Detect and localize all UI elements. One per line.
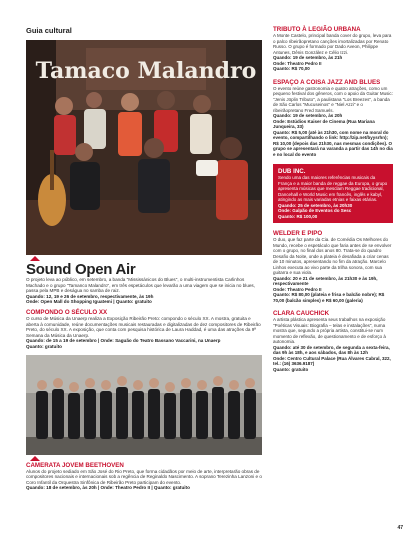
welder-when: Quando: 20 e 21 de setembro, às 21h30 e às 19h, respectivamente xyxy=(273,275,378,286)
compondo-when: Quando: de 15 a 19 de setembro | Onde: Saguão do Teatro Bassano Vaccarini, na Unaerp xyxy=(26,338,221,344)
orchestra-photo-image xyxy=(26,355,262,455)
camerata-when: Quando: 18 de setembro, às 20h | Onde: Theatro Pedro II | Quanto: gratuito xyxy=(26,485,190,491)
compondo-title: COMPONDO O SÉCULO XX xyxy=(26,308,108,316)
sound-title: Sound Open Air xyxy=(26,261,136,278)
tributo-title: TRIBUTO À LEGIÃO URBANA xyxy=(273,26,361,33)
dubinc-when: Quando: 25 de setembro, às 20h30 xyxy=(278,202,353,208)
clara-where: Onde: Centro Cultural Palace (Rua Álvares Cabral, 322, tel.: (16) 3636.9187) xyxy=(273,355,391,366)
compondo-text: O curso de Música da Unaerp realiza a Exposição Ribeirão Preto: compondo o século XX. A mostra, gratuita e aberta à comunidade, reúne documentações musicais restauradas e digitalizadas de dez compositores de Ribeirão Preto, do século XX. A exposição, que conta com pesquisa histórica de Laura Haddad, é uma das atrações da 9ª Semana da Música da Unaerp. xyxy=(26,315,261,338)
dubinc-text: Sendo uma das maiores referências musicais da França e a maior banda de reggae da Europa, o grupo apresenta músicas que mesclam Reggae tradicional, Dancehall e World Music em francês, inglês e kabyl, atingindo as mais variadas etnias e faixas etárias. xyxy=(278,175,388,202)
dubinc-price: Quanto: R$ 100,00 xyxy=(278,213,318,219)
welder-text: O duo, que faz parte da Cia. de Comédia Os Melhores do Mundo, recebe o espetáculo que faria antes de se envolver com o grupo, no final dos anos 80. Trata-se do quadro Desafio da Noite, onde a plateia é desafiada a criar cenas de 10 minutos, apresentando no fim da atração. Marcelo Linhos executa ao vivo parte da trilha sonora, com sua guitarra e sua viola. xyxy=(273,237,392,275)
tributo-text: A Monte Castelo, principal banda cover do grupo, leva para o palco ribeirãopretano canções imortalizadas por Renato Russo. O grupo é formado por Dado Aveon, Philippe Antunes, Dênis González e Célio Izzi. xyxy=(273,33,392,55)
band-photo-image xyxy=(26,40,262,255)
orchestra-photo xyxy=(26,355,262,455)
red-arrow-tab-2 xyxy=(30,456,40,461)
clara-when: Quando: até 30 de setembro, de segunda a sexta-feira, das 9h às 18h, e aos sábados, das 8h às 12h xyxy=(273,344,390,355)
band-photo xyxy=(26,40,262,255)
welder-title: WELDER E PIPO xyxy=(273,230,323,237)
espaco-title: ESPAÇO A COISA JAZZ AND BLUES xyxy=(273,78,381,86)
sound-text: O projeto leva ao público, em setembro, a banda "Mississánicos do Blues", o multi-instrumentista Carlinhos Machado e o grupo "Tamanco Malandro", em três espetáculos que levarão a uma viagem que se inicia no blues, passa pela MPB e deságua no samba de raiz. xyxy=(26,277,255,294)
tributo-block xyxy=(273,26,393,72)
section-title: Guia cultural xyxy=(26,26,72,35)
photo-sign-text: Tamaco Malandro xyxy=(35,58,257,84)
clara-block xyxy=(273,310,393,372)
welder-price: Quanto: R$ 80,00 (plateia e frisa e balcão nobre); R$ 70,00 (balcão simples) e R$ 60,00 (galeria) xyxy=(273,292,385,303)
dubinc-where: Onde: Galpão de Eventos do Sesc xyxy=(278,208,352,213)
espaco-price: Quanto: R$ 5,00 (até às 21h30, com nome na moral do evento, compartilhando o link: http://zip.net/byysrhn); R$ 10,00 (depois das 21h30, nas mesmas condições). O grupo se apresentará na varanda a partir das 14h no dia e no local do evento xyxy=(273,129,393,157)
left-column xyxy=(26,26,262,491)
tributo-price: Quanto: R$ 70,00 xyxy=(273,66,310,71)
camerata-text: Alunos do projeto sediado em São José do Rio Preto, que forma cidadãos por meio de arte, interpretarão obras de compositores nacionais e internacionais sob a regência de Reginaldo Nascimento. A soprano Terezinha Lanzoni e o Coro Infantil da Orquestra Sinfônica de Ribeirão Preto participam do evento. xyxy=(26,468,262,485)
camerata-title: CAMERATA JOVEM BEETHOVEN xyxy=(26,461,124,469)
tributo-when: Quando: 19 de setembro, às 21h xyxy=(273,55,343,60)
sound-when: Quando: 12, 19 e 26 de setembro, respectivamente, às 19h xyxy=(26,293,154,299)
sound-where: Onde: Open Mall do Shopping Iguatemi | Quanto: gratuito xyxy=(26,299,152,305)
compondo-price: Quanto: gratuito xyxy=(26,343,62,349)
espaco-text: O evento reúne gastronomia e quatro atrações, como um pequeno festival dos gêneros, com o apoio da Guitar Music: "Jenis Jöplin Tributo", a paulistana "Los Breezes", a banda de São Carlos "Mucuseinos" e "Niel Azzi" e o ribeirãopretano Fred Samuels. xyxy=(273,85,393,113)
clara-price: Quanto: gratuito xyxy=(273,366,309,372)
welder-block xyxy=(273,230,393,303)
clara-text: A artista plástica apresenta seus trabalhos na exposição "Poéticas Visuais: Biografia – telas e instalações", numa mostra que, segundo a própria artista, constitui-se num momento de reflexão, de questionamento e de esforço à autonomia. xyxy=(273,317,386,344)
right-column xyxy=(273,26,393,379)
page-number: 47 xyxy=(397,525,403,531)
espaco-where: Onde: Estúdios Kaiser de Cinema (Rua Mariana Junqueira, 33) xyxy=(273,118,375,129)
espaco-block xyxy=(273,79,393,158)
espaco-when: Quando: 19 de setembro, às 20h xyxy=(273,113,343,118)
dubinc-box xyxy=(273,164,393,223)
tributo-where: Onde: Theatro Pedro II xyxy=(273,60,322,66)
dubinc-title: DUB INC. xyxy=(278,168,306,175)
clara-title: CLARA CAUCHICK xyxy=(273,310,330,317)
welder-where: Onde: Theatro Pedro II xyxy=(273,286,322,292)
